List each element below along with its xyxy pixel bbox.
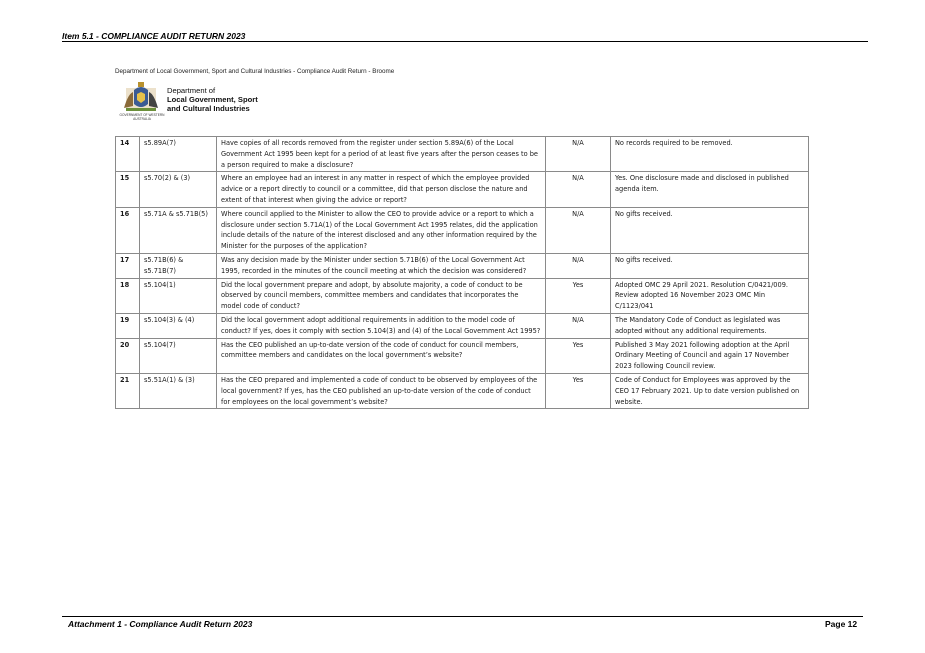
header-rule (62, 41, 868, 42)
response-value: Yes (546, 278, 611, 313)
table-row (116, 313, 809, 338)
department-logo-text (167, 86, 258, 113)
comments-text: Code of Conduct for Employees was approved by the CEO 17 February 2021. Up to date version published on website. (611, 373, 809, 408)
department-line: Department of Local Government, Sport and Cultural Industries - Compliance Audit Return - Broome (115, 68, 395, 75)
table-row (116, 338, 809, 373)
table-row (116, 137, 809, 172)
response-value: Yes (546, 373, 611, 408)
footer-attachment-label: Attachment 1 - Compliance Audit Return 2023 (68, 619, 253, 629)
section-reference: s5.89A(7) (140, 137, 217, 172)
question-text: Where council applied to the Minister to allow the CEO to provide advice or a report to which a disclosure under section 5.71A(1) of the Local Government Act 1995 relates, did the application include details of the nature of the interest disclosed and any other information required by the Minister for the purposes of the application? (217, 207, 546, 253)
question-text: Have copies of all records removed from the register under section 5.89A(6) of the Local Government Act 1995 been kept for a period of at least five years after the person ceases to be a person required to make a disclosure? (217, 137, 546, 172)
comments-text: No records required to be removed. (611, 137, 809, 172)
table-row (116, 172, 809, 207)
row-number: 19 (116, 313, 140, 338)
compliance-audit-table (115, 136, 809, 409)
section-reference: s5.104(7) (140, 338, 217, 373)
comments-text: Published 3 May 2021 following adoption at the April Ordinary Meeting of Council and again 17 November 2023 following Council review. (611, 338, 809, 373)
row-number: 15 (116, 172, 140, 207)
response-value: N/A (546, 137, 611, 172)
question-text: Has the CEO published an up-to-date version of the code of conduct for council members, committee members and candidates on the local government’s website? (217, 338, 546, 373)
question-text: Has the CEO prepared and implemented a code of conduct to be observed by employees of the local government? If yes, has the CEO published an up-to-date version of the code of conduct for employees on the local government’s website? (217, 373, 546, 408)
table-row (116, 373, 809, 408)
section-reference: s5.71A & s5.71B(5) (140, 207, 217, 253)
footer-page-number: Page 12 (825, 619, 858, 629)
response-value: N/A (546, 313, 611, 338)
row-number: 18 (116, 278, 140, 313)
comments-text: No gifts received. (611, 207, 809, 253)
comments-text: No gifts received. (611, 253, 809, 278)
section-reference: s5.51A(1) & (3) (140, 373, 217, 408)
section-reference: s5.70(2) & (3) (140, 172, 217, 207)
question-text: Was any decision made by the Minister under section 5.71B(6) of the Local Government Act 1995, recorded in the minutes of the council meeting at which the decision was considered? (217, 253, 546, 278)
logo-line-2: Local Government, Sport (167, 95, 258, 104)
comments-text: Adopted OMC 29 April 2021. Resolution C/0421/009. Review adopted 16 November 2023 OMC Min C/1123/041 (611, 278, 809, 313)
table-row (116, 207, 809, 253)
question-text: Where an employee had an interest in any matter in respect of which the employee provided advice or a report directly to council or a committee, did that person disclose the nature and extent of that interest when giving the advice or report? (217, 172, 546, 207)
response-value: N/A (546, 253, 611, 278)
row-number: 21 (116, 373, 140, 408)
logo-line-3: and Cultural Industries (167, 104, 250, 113)
response-value: N/A (546, 207, 611, 253)
section-reference: s5.71B(6) & s5.71B(7) (140, 253, 217, 278)
row-number: 20 (116, 338, 140, 373)
row-number: 14 (116, 137, 140, 172)
logo-caption: GOVERNMENT OF WESTERN AUSTRALIA (119, 113, 165, 121)
section-reference: s5.104(1) (140, 278, 217, 313)
comments-text: Yes. One disclosure made and disclosed in published agenda item. (611, 172, 809, 207)
page-header-title: Item 5.1 - COMPLIANCE AUDIT RETURN 2023 (62, 31, 246, 41)
row-number: 16 (116, 207, 140, 253)
table-row (116, 278, 809, 313)
footer-rule (62, 616, 863, 617)
audit-table-body (116, 137, 809, 409)
row-number: 17 (116, 253, 140, 278)
question-text: Did the local government prepare and adopt, by absolute majority, a code of conduct to be observed by council members, committee members and candidates that incorporates the model code of conduct? (217, 278, 546, 313)
section-reference: s5.104(3) & (4) (140, 313, 217, 338)
logo-line-1: Department of (167, 86, 216, 95)
response-value: Yes (546, 338, 611, 373)
comments-text: The Mandatory Code of Conduct as legislated was adopted without any additional requirements. (611, 313, 809, 338)
table-row (116, 253, 809, 278)
question-text: Did the local government adopt additional requirements in addition to the model code of conduct? If yes, does it comply with section 5.104(3) and (4) of the Local Government Act 1995? (217, 313, 546, 338)
response-value: N/A (546, 172, 611, 207)
